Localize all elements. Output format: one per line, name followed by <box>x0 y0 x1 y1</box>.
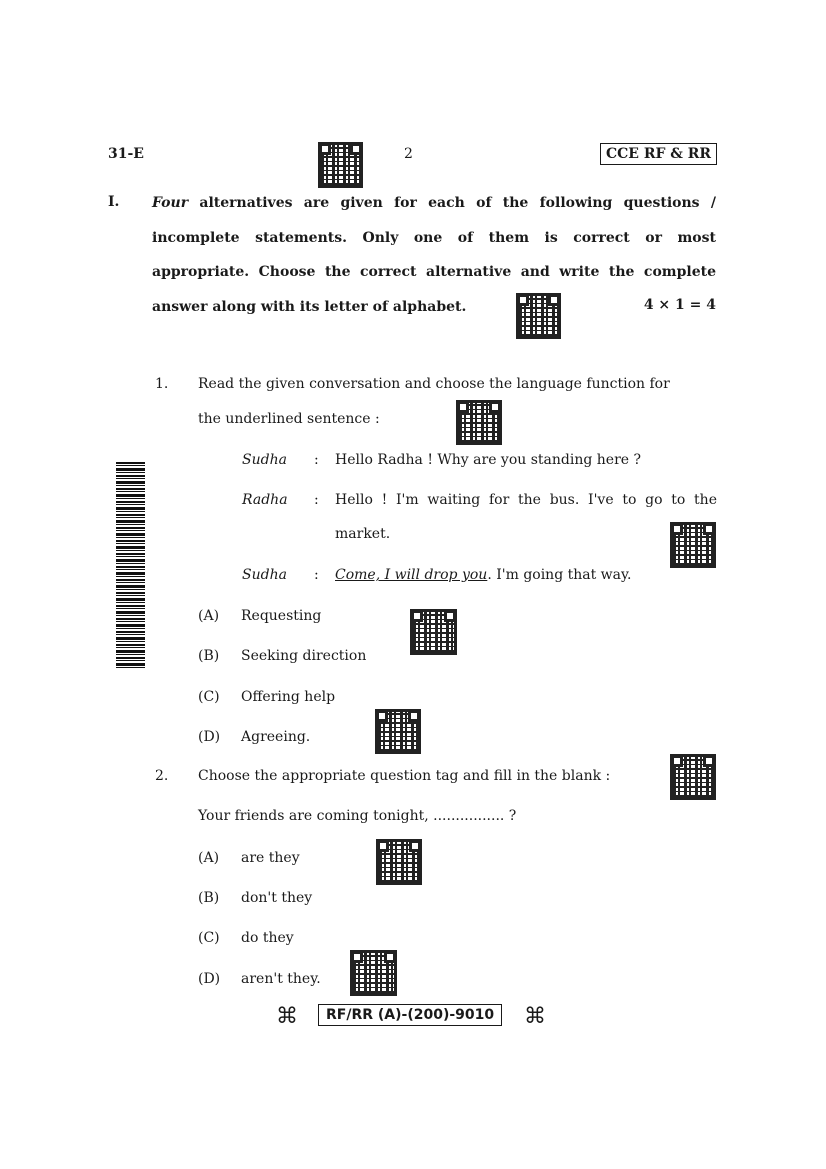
option-letter: (C) <box>198 689 220 705</box>
qr-code-icon <box>376 839 422 885</box>
paper-code: 31-E <box>108 146 144 162</box>
option-text: Agreeing. <box>241 729 311 745</box>
dialogue-line <box>335 567 632 583</box>
option-letter: (B) <box>198 648 220 664</box>
question-number: 1. <box>155 376 169 392</box>
section-number: I. <box>108 194 120 210</box>
dialogue-line-rest: . I'm going that way. <box>487 567 632 583</box>
question-text-line: Read the given conversation and choose the language function for <box>198 376 670 392</box>
qr-code-icon <box>350 950 397 996</box>
underlined-sentence: Come, I will drop you <box>335 567 488 583</box>
question-text-line: Choose the appropriate question tag and fill in the blank : <box>198 768 611 784</box>
option-letter: (B) <box>198 890 220 906</box>
qr-code-icon <box>456 400 502 445</box>
dialogue-line: Hello ! I'm waiting for the bus. I've to go to the <box>335 492 717 508</box>
qr-code-icon <box>318 142 363 188</box>
dialogue-speaker: Radha <box>242 492 288 508</box>
instruction-line-1: alternatives are given for each of the following questions / <box>188 195 716 211</box>
qr-code-icon <box>670 754 716 800</box>
series-label: CCE RF & RR <box>600 143 717 165</box>
marks-scheme: 4 × 1 = 4 <box>643 297 716 313</box>
option-letter: (D) <box>198 971 221 987</box>
dialogue-speaker: Sudha <box>242 567 287 583</box>
question-text-line: the underlined sentence : <box>198 411 380 427</box>
question-sentence: Your friends are coming tonight, ................ ? <box>198 808 517 824</box>
page-number: 2 <box>404 146 413 162</box>
dialogue-separator: : <box>314 492 319 508</box>
option-text: do they <box>241 930 294 946</box>
instruction-line-2: incomplete statements. Only one of them is correct or most <box>152 229 716 246</box>
qr-code-icon <box>410 609 457 655</box>
instruction-emphasis: Four <box>152 195 189 211</box>
option-text: Offering help <box>241 689 336 705</box>
dialogue-line: Hello Radha ! Why are you standing here ? <box>335 452 642 468</box>
option-letter: (C) <box>198 930 220 946</box>
option-letter: (A) <box>198 608 220 624</box>
option-letter: (D) <box>198 729 221 745</box>
option-text: aren't they. <box>241 971 321 987</box>
dialogue-separator: : <box>314 567 319 583</box>
option-text: Seeking direction <box>241 648 367 664</box>
command-symbol-icon: ⌘ <box>276 1004 298 1029</box>
instruction-line-3: appropriate. Choose the correct alternative and write the complete <box>152 264 716 280</box>
section-instruction <box>152 186 716 324</box>
footer-code: RF/RR (A)-(200)-9010 <box>318 1004 502 1026</box>
instruction-line-4: answer along with its letter of alphabet. <box>152 298 467 315</box>
option-text: don't they <box>241 890 313 906</box>
question-number: 2. <box>155 768 169 784</box>
barcode-icon <box>116 462 145 670</box>
qr-code-icon <box>375 709 421 754</box>
option-letter: (A) <box>198 850 220 866</box>
option-text: are they <box>241 850 300 866</box>
option-text: Requesting <box>241 608 322 624</box>
dialogue-speaker: Sudha <box>242 452 287 468</box>
qr-code-icon <box>670 522 716 568</box>
qr-code-icon <box>516 293 561 339</box>
dialogue-separator: : <box>314 452 319 468</box>
command-symbol-icon: ⌘ <box>524 1004 546 1029</box>
dialogue-line-cont: market. <box>335 526 391 542</box>
